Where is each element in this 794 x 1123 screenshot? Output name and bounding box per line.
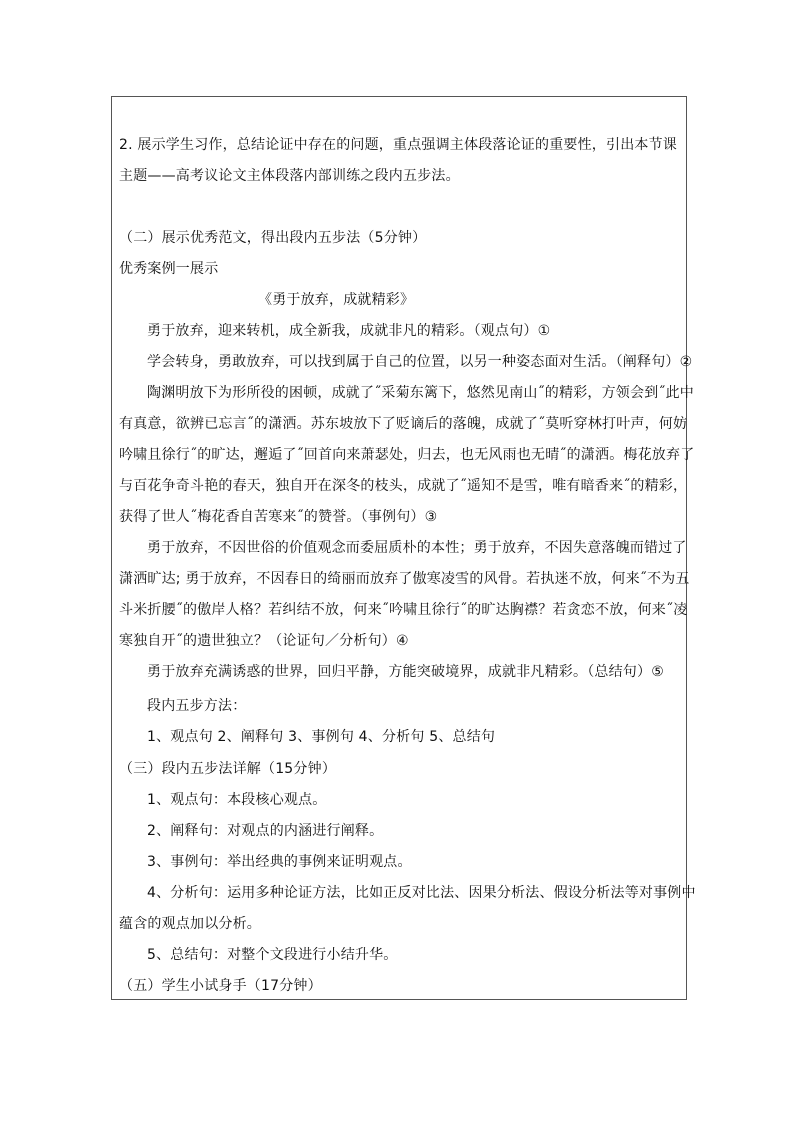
text-line: 段内五步方法：: [147, 698, 247, 714]
text-line: 蕴含的观点加以分析。: [119, 916, 261, 932]
text-line: 获得了世人˝梅花香自苦寒来˝的赞誉。（事例句）③: [119, 509, 438, 525]
text-line: 4、分析句：运用多种论证方法，比如正反对比法、因果分析法、假设分析法等对事例中: [147, 885, 696, 901]
essay-title: 《勇于放弃，成就精彩》: [258, 292, 415, 308]
text-line: 学会转身，勇敢放弃，可以找到属于自己的位置，以另一种姿态面对生活。（阐释句）②: [147, 354, 693, 370]
text-line: 1、观点句 2、阐释句 3、事例句 4、分析句 5、总结句: [147, 729, 496, 745]
text-line: 勇于放弃充满诱惑的世界，回归平静，方能突破境界，成就非凡精彩。（总结句）⑤: [147, 664, 664, 680]
text-line: 1、观点句：本段核心观点。: [147, 792, 327, 808]
text-line: 5、总结句：对整个文段进行小结升华。: [147, 947, 398, 963]
text-line: 优秀案例一展示: [119, 261, 219, 277]
text-line: 陶渊明放下为形所役的困顿，成就了˝采菊东篱下，悠然见南山˝的精彩，方领会到˝此中: [147, 385, 694, 401]
text-line: 寒独自开˝的遗世独立？（论证句／分析句）④: [119, 633, 409, 649]
text-line: 吟啸且徐行˝的旷达，邂逅了˝回首向来萧瑟处，归去，也无风雨也无晴˝的潇洒。梅花放弃了: [119, 447, 695, 463]
section-heading: （五）学生小试身手（17分钟）: [119, 978, 322, 994]
text-line: 2. 展示学生习作，总结论证中存在的问题，重点强调主体段落论证的重要性，引出本节课: [119, 137, 678, 153]
section-heading: （二）展示优秀范文，得出段内五步法（5分钟）: [119, 230, 427, 246]
text-line: 潇洒旷达; 勇于放弃，不因春日的绮丽而放弃了傲寒凌雪的风骨。若执迷不放，何来˝不为五: [119, 571, 690, 587]
text-line: 主题——高考议论文主体段落内部训练之段内五步法。: [119, 168, 460, 184]
text-line: 勇于放弃，不因世俗的价值观念而委屈质朴的本性；勇于放弃，不因失意落魄而错过了: [147, 540, 687, 556]
text-line: 斗米折腰˝的傲岸人格？若纠结不放，何来˝吟啸且徐行˝的旷达胸襟？若贪恋不放，何来˝凌: [119, 602, 688, 618]
text-line: 2、阐释句：对观点的内涵进行阐释。: [147, 823, 384, 839]
text-line: 3、事例句：举出经典的事例来证明观点。: [147, 854, 412, 870]
text-line: 与百花争奇斗艳的春天，独自开在深冬的枝头，成就了˝遥知不是雪，唯有暗香来˝的精彩，: [119, 478, 688, 494]
section-heading: （三）段内五步法详解（15分钟）: [119, 761, 337, 777]
text-line: 勇于放弃，迎来转机，成全新我，成就非凡的精彩。（观点句）①: [147, 323, 551, 339]
text-line: 有真意，欲辨已忘言˝的潇洒。苏东坡放下了贬谪后的落魄，成就了˝莫听穿林打叶声，何妨: [119, 416, 688, 432]
